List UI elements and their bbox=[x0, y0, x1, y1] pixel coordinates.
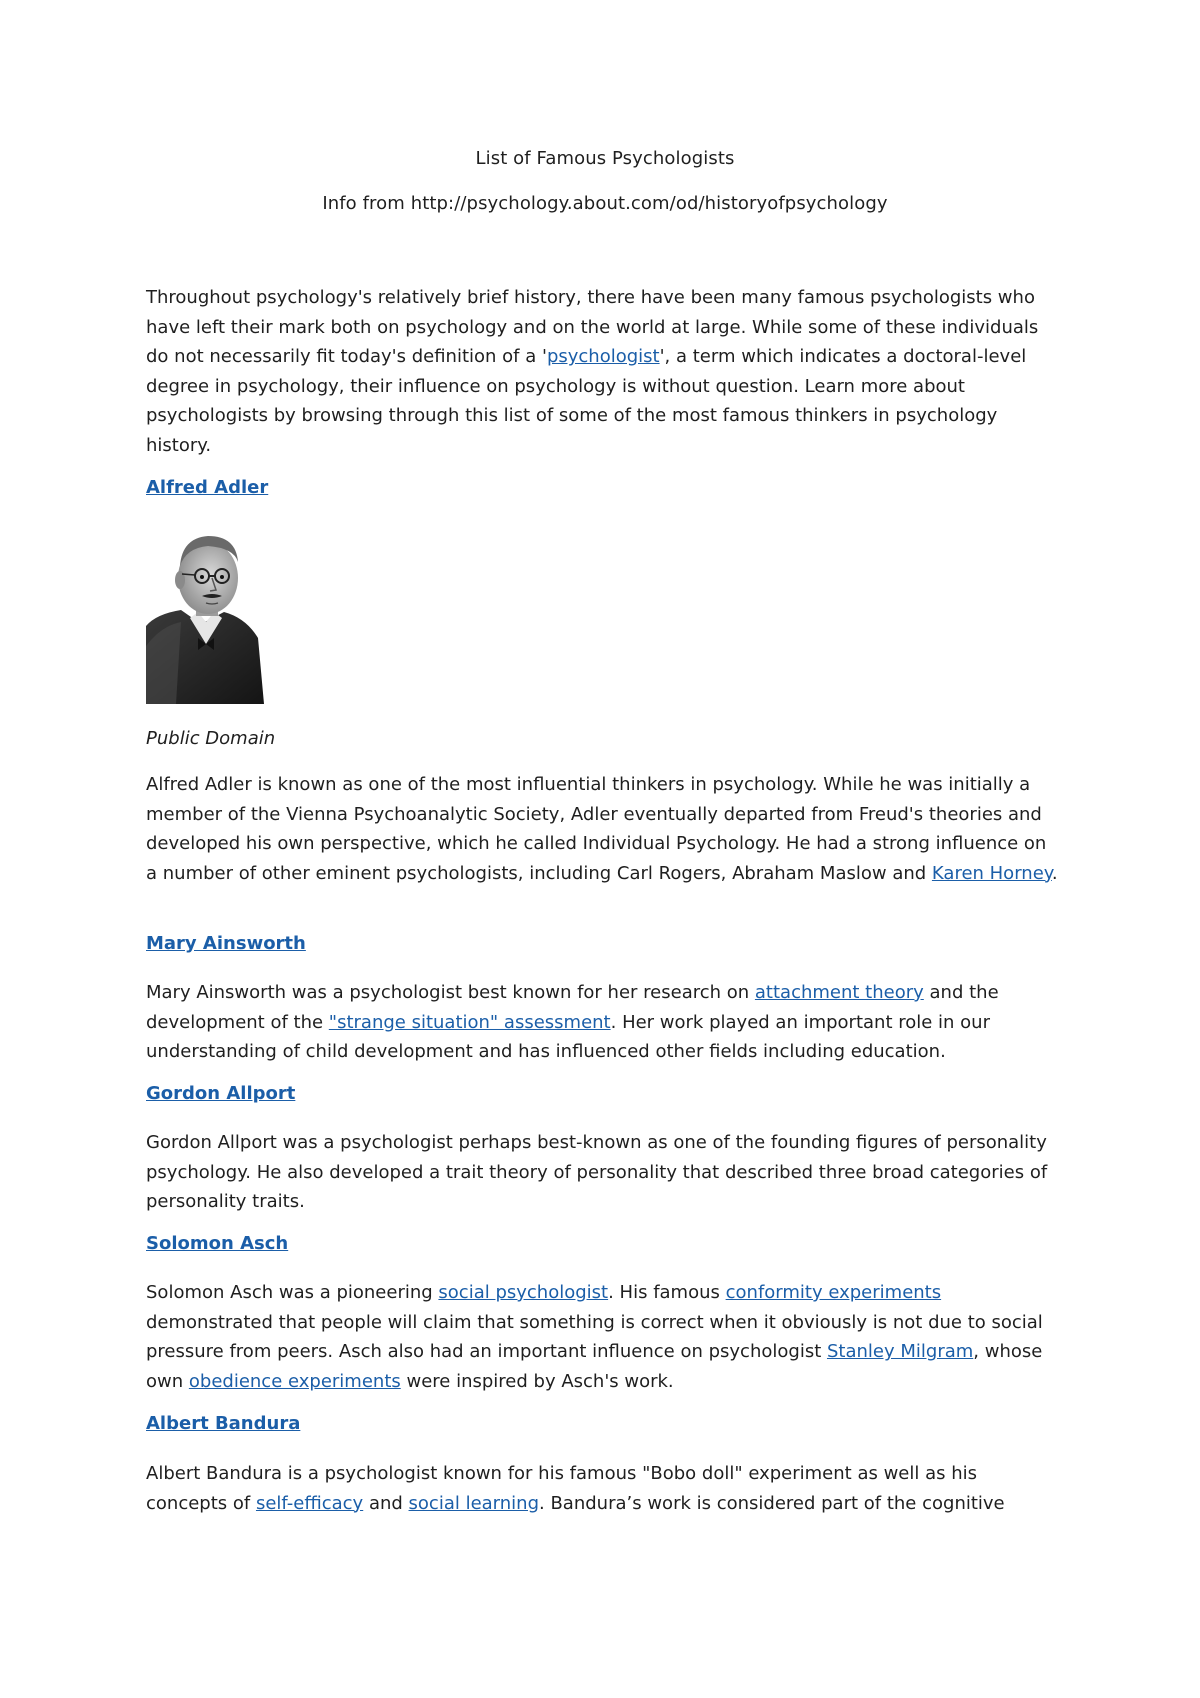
adler-text-end: . bbox=[1051, 862, 1058, 884]
allport-heading-block bbox=[146, 1083, 1061, 1104]
albert-bandura-heading-link[interactable]: Albert Bandura bbox=[146, 1413, 301, 1434]
asch-text-2: . His famous bbox=[608, 1282, 726, 1303]
bandura-text-3: . Bandura’s work is considered part of the cognitive bbox=[539, 1492, 1005, 1514]
mary-ainsworth-heading-link[interactable]: Mary Ainsworth bbox=[146, 933, 306, 954]
karen-horney-link[interactable]: Karen Horney bbox=[931, 862, 1052, 884]
source-line: Info from http://psychology.about.com/od/historyofpsychology bbox=[322, 193, 888, 214]
gordon-allport-heading-link[interactable]: Gordon Allport bbox=[146, 1083, 296, 1104]
ainsworth-text-2: and the development of the bbox=[146, 982, 999, 1033]
psychologist-link[interactable]: psychologist bbox=[546, 346, 660, 368]
allport-paragraph: Gordon Allport was a psychologist perhaps best-known as one of the founding figures of personality psychology. He also developed a trait theory of personality that described three broad categories of personality traits. bbox=[146, 1132, 1048, 1213]
alfred-adler-portrait bbox=[146, 526, 264, 704]
alfred-adler-heading-link[interactable]: Alfred Adler bbox=[146, 477, 269, 498]
ainsworth-text-1: Mary Ainsworth was a psychologist best known for her research on bbox=[146, 982, 755, 1003]
asch-text-1: Solomon Asch was a pioneering bbox=[146, 1282, 439, 1303]
stanley-milgram-link[interactable]: Stanley Milgram bbox=[826, 1341, 974, 1363]
asch-text-5: were inspired by Asch's work. bbox=[400, 1370, 674, 1392]
obedience-experiments-link[interactable]: obedience experiments bbox=[188, 1370, 401, 1392]
ainsworth-heading-block bbox=[146, 933, 1061, 954]
bandura-paragraph bbox=[146, 1459, 1061, 1518]
ainsworth-text-3: . Her work played an important role in our understanding of child development and has influenced other fields including education. bbox=[146, 1011, 990, 1063]
asch-heading-block bbox=[146, 1233, 1061, 1254]
portrait-caption: Public Domain bbox=[146, 728, 276, 749]
bandura-text-2: and bbox=[363, 1492, 409, 1514]
ainsworth-paragraph bbox=[146, 978, 1061, 1067]
adler-paragraph bbox=[146, 770, 1061, 888]
asch-text-3: demonstrated that people will claim that something is correct when it obviously is not due to social pressure from peers. Asch also had an important influence on psychologist bbox=[146, 1311, 1043, 1363]
document-title: List of Famous Psychologists bbox=[475, 148, 735, 169]
strange-situation-link[interactable]: "strange situation" assessment bbox=[328, 1011, 611, 1033]
solomon-asch-heading-link[interactable]: Solomon Asch bbox=[146, 1233, 289, 1254]
intro-text-end: ', a term which indicates a doctoral-level degree in psychology, their influence on psychology is without question. Learn more about psychologists by browsing through this list of some of the most famous thinkers in psychology history. bbox=[146, 346, 1027, 456]
bandura-heading-block bbox=[146, 1413, 1061, 1434]
intro-paragraph bbox=[146, 283, 1061, 461]
asch-paragraph bbox=[146, 1278, 1061, 1396]
social-learning-link[interactable]: social learning bbox=[408, 1492, 540, 1514]
social-psychologist-link[interactable]: social psychologist bbox=[438, 1282, 609, 1303]
asch-text-4: , whose own bbox=[146, 1341, 1043, 1392]
adler-text: Alfred Adler is known as one of the most influential thinkers in psychology. While he was initially a member of the Vienna Psychoanalytic Society, Adler eventually departed from Freud's theories and developed his own perspective, which he called Individual Psychology. He had a strong influence on a number of other eminent psychologists, including Carl Rogers, Abraham Maslow and bbox=[146, 774, 1047, 884]
intro-text-start: Throughout psychology's relatively brief history, there have been many famous psychologists who have left their mark both on psychology and on the world at large. While some of these individuals do not necessarily fit today's definition of a ' bbox=[146, 287, 1039, 368]
conformity-experiments-link[interactable]: conformity experiments bbox=[725, 1282, 942, 1303]
attachment-theory-link[interactable]: attachment theory bbox=[754, 982, 924, 1003]
self-efficacy-link[interactable]: self-efficacy bbox=[255, 1492, 364, 1514]
adler-heading-block bbox=[146, 477, 1061, 498]
bandura-text-1: Albert Bandura is a psychologist known for his famous "Bobo doll" experiment as well as his concepts of bbox=[146, 1463, 978, 1514]
